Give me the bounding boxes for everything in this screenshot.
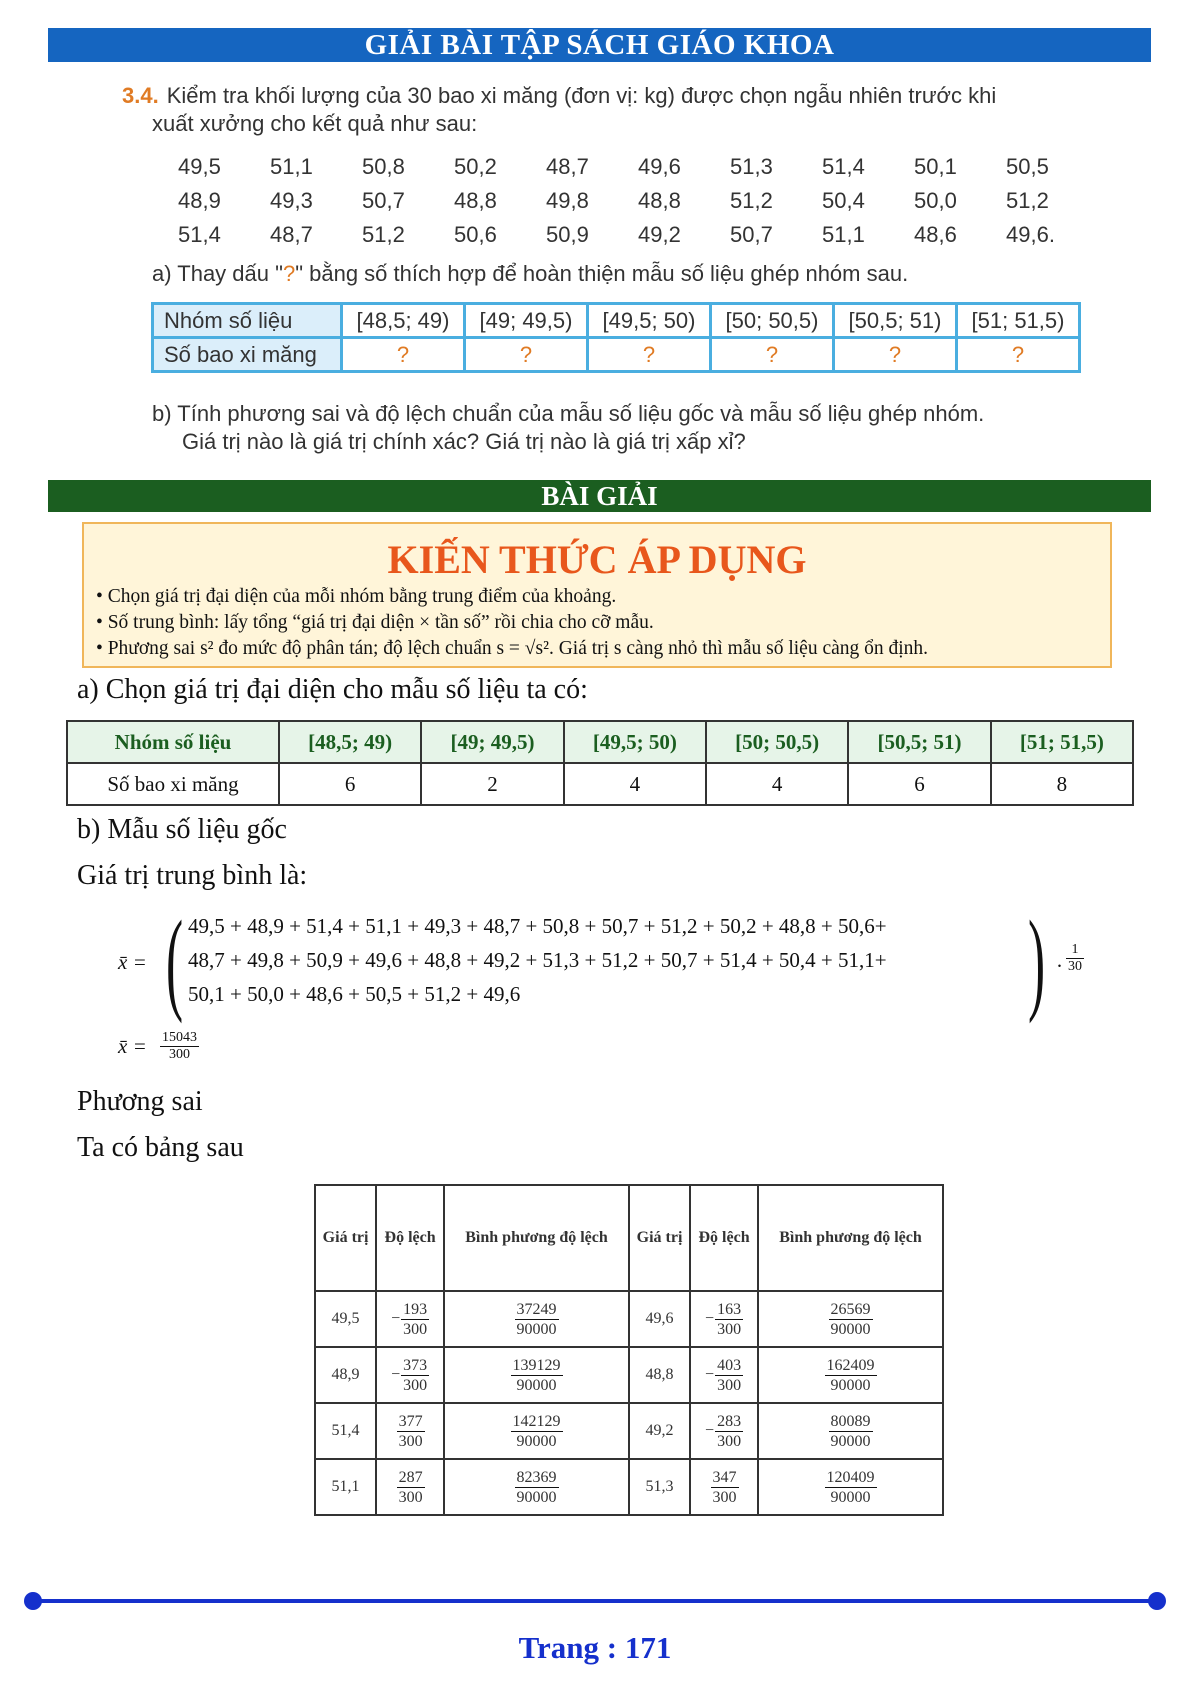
fraction (825, 1468, 877, 1507)
data-value: 48,8 (638, 188, 681, 213)
value-cell: 48,9 (315, 1347, 376, 1403)
fraction-numerator: 162409 (826, 1356, 875, 1374)
fraction-numerator: 287 (398, 1468, 423, 1486)
placeholder-cell: ? (343, 339, 463, 370)
question-number: 3.4. (122, 83, 159, 108)
group-cell: [51; 51,5) (958, 305, 1078, 336)
fraction-numerator: 15043 (162, 1030, 197, 1045)
group-cell: [50,5; 51) (848, 721, 990, 763)
value-cell: 49,5 (315, 1291, 376, 1347)
minus-sign: − (391, 1310, 401, 1327)
question-line-1: Kiểm tra khối lượng của 30 bao xi măng (đơn vị: kg) được chọn ngẫu nhiên trước khi (166, 83, 997, 108)
data-value: 51,4 (178, 222, 221, 247)
fraction-denominator: 300 (717, 1320, 742, 1338)
placeholder-cell: ? (466, 339, 586, 370)
fraction-denominator: 300 (403, 1376, 428, 1394)
fraction (511, 1412, 563, 1451)
group-cell: [50,5; 51) (835, 305, 955, 336)
fraction-numerator: 193 (403, 1300, 428, 1318)
mean-formula (118, 897, 1098, 1024)
fraction-cell (376, 1347, 444, 1403)
placeholder-cell: ? (712, 339, 832, 370)
fraction-cell (758, 1291, 943, 1347)
section-banner-solution: BÀI GIẢI (48, 480, 1151, 512)
value-cell: 51,4 (315, 1403, 376, 1459)
minus-sign: − (705, 1310, 715, 1327)
fraction-cell (376, 1291, 444, 1347)
fraction-numerator: 377 (398, 1412, 423, 1430)
data-value: 51,2 (730, 188, 773, 213)
column-header: Bình phương độ lệch (758, 1185, 943, 1291)
data-value: 50,5 (1006, 154, 1049, 179)
minus-sign: − (391, 1366, 401, 1383)
data-value: 50,1 (914, 154, 957, 179)
footer-divider (32, 1599, 1158, 1603)
table-intro: Ta có bảng sau (77, 1132, 244, 1163)
multiply-dot: · (1056, 954, 1063, 978)
knowledge-item: • Số trung bình: lấy tổng “giá trị đại diện × tần số” rồi chia cho cỡ mẫu. (96, 612, 654, 633)
fraction-numerator: 82369 (516, 1468, 557, 1486)
data-value: 48,9 (178, 188, 221, 213)
table-row (154, 339, 1078, 370)
data-row (178, 218, 1098, 252)
fraction (715, 1300, 743, 1339)
data-value: 50,0 (914, 188, 957, 213)
fraction-cell (758, 1459, 943, 1515)
section-banner-exercises: GIẢI BÀI TẬP SÁCH GIÁO KHOA (48, 28, 1151, 62)
data-value: 50,6 (454, 222, 497, 247)
fraction-denominator: 90000 (830, 1488, 871, 1506)
fraction (715, 1412, 743, 1451)
table-row (315, 1291, 943, 1347)
fraction-cell (690, 1459, 758, 1515)
fraction-denominator: 30 (1068, 959, 1082, 974)
fraction (401, 1356, 429, 1395)
data-value: 49,5 (178, 154, 221, 179)
fraction-numerator: 80089 (830, 1412, 871, 1430)
count-cell: 4 (706, 763, 848, 805)
row-label: Số bao xi măng (154, 339, 340, 370)
data-value: 50,9 (546, 222, 589, 247)
group-cell: [50; 50,5) (712, 305, 832, 336)
raw-data-grid (178, 150, 1098, 252)
data-value: 48,6 (914, 222, 957, 247)
column-header: Giá trị (315, 1185, 376, 1291)
part-b-line-2: Giá trị nào là giá trị chính xác? Giá trị nào là giá trị xấp xỉ? (182, 429, 746, 454)
fraction-denominator: 90000 (516, 1320, 557, 1338)
fraction (715, 1356, 743, 1395)
knowledge-item: • Chọn giá trị đại diện của mỗi nhóm bằng trung điểm của khoảng. (96, 586, 617, 607)
count-cell: 2 (421, 763, 563, 805)
fraction-cell (758, 1403, 943, 1459)
question-part-a (152, 261, 908, 287)
fraction-cell (690, 1291, 758, 1347)
group-cell: [50; 50,5) (706, 721, 848, 763)
fraction-numerator: 163 (717, 1300, 742, 1318)
fraction-denominator: 300 (169, 1047, 190, 1062)
table-row (67, 721, 1133, 763)
mean-result-lhs: x̄ = (118, 1034, 147, 1058)
placeholder-cell: ? (835, 339, 955, 370)
placeholder-cell: ? (589, 339, 709, 370)
question-line-2: xuất xưởng cho kết quả như sau: (152, 111, 478, 136)
fraction-cell (690, 1403, 758, 1459)
fraction-denominator: 300 (712, 1488, 737, 1506)
formula-line: 50,1 + 50,0 + 48,6 + 50,5 + 51,2 + 49,6 (188, 982, 521, 1006)
fraction-denominator: 300 (717, 1432, 742, 1450)
table-row (315, 1403, 943, 1459)
group-cell: [51; 51,5) (991, 721, 1133, 763)
fraction-cell (444, 1403, 629, 1459)
fraction-numerator: 283 (717, 1412, 742, 1430)
table-row (154, 305, 1078, 336)
fraction-denominator: 300 (717, 1376, 742, 1394)
value-cell: 49,2 (629, 1403, 690, 1459)
fraction-denominator: 90000 (830, 1376, 871, 1394)
fraction (825, 1356, 877, 1395)
data-row (178, 184, 1098, 218)
right-parenthesis: ) (1028, 897, 1046, 1024)
fraction-denominator: 90000 (516, 1488, 557, 1506)
fraction (511, 1356, 563, 1395)
column-header: Bình phương độ lệch (444, 1185, 629, 1291)
minus-sign: − (705, 1422, 715, 1439)
fraction (397, 1468, 425, 1507)
fraction-cell (376, 1403, 444, 1459)
data-value: 51,3 (730, 154, 773, 179)
table-row (67, 763, 1133, 805)
group-cell: [48,5; 49) (343, 305, 463, 336)
data-value: 49,3 (270, 188, 313, 213)
data-value: 50,4 (822, 188, 865, 213)
group-cell: [49,5; 50) (589, 305, 709, 336)
data-value: 48,7 (270, 222, 313, 247)
footer-dot-right (1148, 1592, 1166, 1610)
fraction (160, 1030, 199, 1063)
formula-lhs: x̄ = (118, 950, 147, 974)
fraction (397, 1412, 425, 1451)
fraction-denominator: 300 (398, 1488, 423, 1506)
data-value: 51,1 (270, 154, 313, 179)
mean-result (118, 1030, 199, 1063)
fraction-numerator: 37249 (516, 1300, 557, 1318)
fraction (829, 1412, 873, 1451)
question-text (122, 82, 1102, 138)
value-cell: 51,1 (315, 1459, 376, 1515)
group-cell: [49; 49,5) (466, 305, 586, 336)
data-value: 49,6 (638, 154, 681, 179)
fraction-numerator: 142129 (512, 1412, 561, 1430)
data-row (178, 150, 1098, 184)
row-label: Nhóm số liệu (154, 305, 340, 336)
data-value: 51,4 (822, 154, 865, 179)
column-header: Độ lệch (376, 1185, 444, 1291)
fraction-denominator: 300 (403, 1320, 428, 1338)
fraction-denominator: 90000 (830, 1432, 871, 1450)
fraction-denominator: 90000 (830, 1320, 871, 1338)
data-value: 51,1 (822, 222, 865, 247)
group-cell: [49,5; 50) (564, 721, 706, 763)
knowledge-title: KIẾN THỨC ÁP DỤNG (387, 537, 807, 582)
part-a-text-pre: a) Thay dấu " (152, 261, 283, 286)
row-label: Số bao xi măng (67, 763, 279, 805)
fraction-numerator: 26569 (830, 1300, 871, 1318)
table-row (315, 1459, 943, 1515)
part-b-line-1: b) Tính phương sai và độ lệch chuẩn của mẫu số liệu gốc và mẫu số liệu ghép nhóm. (152, 401, 985, 426)
data-value: 48,7 (546, 154, 589, 179)
mean-label: Giá trị trung bình là: (77, 860, 308, 891)
data-value: 50,7 (362, 188, 405, 213)
fraction-denominator: 300 (398, 1432, 423, 1450)
formula-line: 49,5 + 48,9 + 51,4 + 51,1 + 49,3 + 48,7 + 50,8 + 50,7 + 51,2 + 50,2 + 48,8 + 50,6+ (188, 914, 887, 938)
fraction (515, 1468, 559, 1507)
group-cell: [49; 49,5) (421, 721, 563, 763)
fraction-cell (444, 1291, 629, 1347)
fraction (515, 1300, 559, 1339)
table-header-row (315, 1185, 943, 1291)
data-value: 48,8 (454, 188, 497, 213)
part-a-text-post: " bằng số thích hợp để hoàn thiện mẫu số liệu ghép nhóm sau. (295, 261, 909, 286)
knowledge-list (96, 584, 928, 662)
knowledge-item: • Phương sai s² đo mức độ phân tán; độ lệch chuẩn s = √s². Giá trị s càng nhỏ thì mẫu số liệu càng ổn định. (96, 638, 929, 659)
column-header: Độ lệch (690, 1185, 758, 1291)
fraction-numerator: 403 (717, 1356, 742, 1374)
data-value: 50,7 (730, 222, 773, 247)
fraction (1066, 942, 1084, 975)
table-row (315, 1347, 943, 1403)
part-a-question-mark: ? (282, 261, 296, 286)
variance-label: Phương sai (77, 1086, 203, 1117)
solution-part-a: a) Chọn giá trị đại diện cho mẫu số liệu ta có: (77, 674, 588, 705)
group-cell: [48,5; 49) (279, 721, 421, 763)
value-cell: 49,6 (629, 1291, 690, 1347)
fraction (711, 1468, 739, 1507)
data-value: 50,8 (362, 154, 405, 179)
footer-dot-left (24, 1592, 42, 1610)
fraction-numerator: 347 (712, 1468, 737, 1486)
fraction-cell (444, 1347, 629, 1403)
value-cell: 48,8 (629, 1347, 690, 1403)
fraction (401, 1300, 429, 1339)
formula-line: 48,7 + 49,8 + 50,9 + 49,6 + 48,8 + 49,2 + 51,3 + 51,2 + 50,7 + 51,4 + 50,4 + 51,1+ (188, 948, 887, 972)
row-label: Nhóm số liệu (67, 721, 279, 763)
data-value: 51,2 (1006, 188, 1049, 213)
column-header: Giá trị (629, 1185, 690, 1291)
fraction-cell (690, 1347, 758, 1403)
count-cell: 8 (991, 763, 1133, 805)
minus-sign: − (705, 1366, 715, 1383)
fraction-cell (376, 1459, 444, 1515)
deviation-table (314, 1184, 944, 1516)
question-grouped-table (151, 302, 1081, 373)
fraction (829, 1300, 873, 1339)
count-cell: 6 (279, 763, 421, 805)
data-value: 49,8 (546, 188, 589, 213)
question-part-b (152, 400, 1102, 456)
count-cell: 6 (848, 763, 990, 805)
data-value: 49,2 (638, 222, 681, 247)
fraction-cell (444, 1459, 629, 1515)
knowledge-box (82, 522, 1112, 668)
placeholder-cell: ? (958, 339, 1078, 370)
solution-grouped-table (66, 720, 1134, 806)
data-value: 51,2 (362, 222, 405, 247)
fraction-numerator: 373 (403, 1356, 428, 1374)
fraction-numerator: 1 (1066, 942, 1084, 959)
page-number: Trang : 171 (518, 1630, 672, 1665)
count-cell: 4 (564, 763, 706, 805)
fraction-denominator: 90000 (516, 1376, 557, 1394)
fraction-denominator: 90000 (516, 1432, 557, 1450)
fraction-numerator: 139129 (512, 1356, 561, 1374)
data-value: 49,6. (1006, 222, 1055, 247)
left-parenthesis: ( (166, 897, 184, 1024)
value-cell: 51,3 (629, 1459, 690, 1515)
fraction-cell (758, 1347, 943, 1403)
fraction-numerator: 120409 (826, 1468, 875, 1486)
solution-part-b: b) Mẫu số liệu gốc (77, 814, 287, 845)
data-value: 50,2 (454, 154, 497, 179)
